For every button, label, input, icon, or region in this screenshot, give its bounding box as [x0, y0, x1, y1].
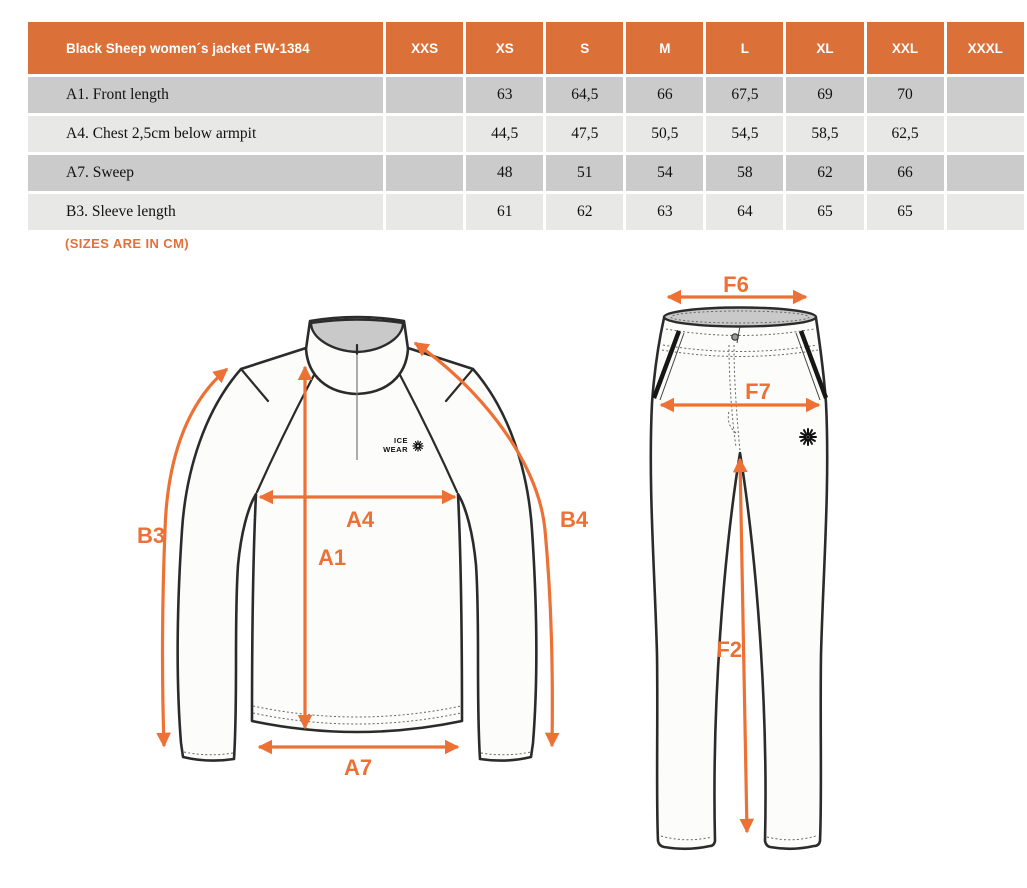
- waist-button: [732, 334, 738, 340]
- size-table: [25, 19, 1027, 233]
- size-value-cell: 54: [626, 155, 703, 191]
- measure-label-a4: A4: [345, 507, 375, 532]
- column-header-xxl: XXL: [867, 22, 944, 74]
- size-value-cell: [386, 155, 463, 191]
- size-value-cell: 64,5: [546, 77, 623, 113]
- size-value-cell: 69: [786, 77, 863, 113]
- size-value-cell: 63: [626, 194, 703, 230]
- size-value-cell: 47,5: [546, 116, 623, 152]
- size-value-cell: [947, 116, 1024, 152]
- row-label: A4. Chest 2,5cm below armpit: [28, 116, 383, 152]
- size-value-cell: [386, 77, 463, 113]
- size-value-cell: 51: [546, 155, 623, 191]
- column-header-xl: XL: [786, 22, 863, 74]
- icewear-logo-line1: ICE: [393, 436, 408, 445]
- size-value-cell: 70: [867, 77, 944, 113]
- measure-label-a7: A7: [343, 755, 373, 780]
- size-value-cell: [947, 77, 1024, 113]
- size-value-cell: 50,5: [626, 116, 703, 152]
- pants-diagram: [630, 275, 1027, 887]
- size-value-cell: [386, 116, 463, 152]
- size-value-cell: 64: [706, 194, 783, 230]
- measure-label-f6: F6: [723, 275, 749, 297]
- icewear-logo-line2: WEAR: [383, 445, 408, 454]
- size-value-cell: [386, 194, 463, 230]
- table-header-row: [28, 22, 1024, 74]
- sizes-note: (SIZES ARE IN CM): [65, 236, 190, 251]
- measure-label-a1: A1: [318, 545, 347, 570]
- size-value-cell: [947, 155, 1024, 191]
- column-header-s: S: [546, 22, 623, 74]
- measure-label-f7: F7: [745, 379, 771, 404]
- column-header-m: M: [626, 22, 703, 74]
- column-header-xxxl: XXXL: [947, 22, 1024, 74]
- size-value-cell: 65: [786, 194, 863, 230]
- table-row: [28, 116, 1024, 152]
- measure-label-b4: B4: [560, 507, 589, 532]
- table-row: [28, 77, 1024, 113]
- snowflake-center: [807, 436, 810, 439]
- pants-body: [651, 318, 827, 849]
- waist-opening: [664, 308, 816, 327]
- table-title: Black Sheep women´s jacket FW-1384: [28, 22, 383, 74]
- size-value-cell: 63: [466, 77, 543, 113]
- measure-label-f2: F2: [716, 637, 742, 662]
- column-header-l: L: [706, 22, 783, 74]
- size-value-cell: 61: [466, 194, 543, 230]
- column-header-xs: XS: [466, 22, 543, 74]
- size-value-cell: 48: [466, 155, 543, 191]
- size-value-cell: [947, 194, 1024, 230]
- row-label: A7. Sweep: [28, 155, 383, 191]
- size-value-cell: 65: [867, 194, 944, 230]
- measure-label-b3: B3: [137, 523, 166, 548]
- size-value-cell: 62,5: [867, 116, 944, 152]
- size-value-cell: 62: [546, 194, 623, 230]
- size-value-cell: 67,5: [706, 77, 783, 113]
- size-value-cell: 58: [706, 155, 783, 191]
- size-value-cell: 58,5: [786, 116, 863, 152]
- row-label: B3. Sleeve length: [28, 194, 383, 230]
- row-label: A1. Front length: [28, 77, 383, 113]
- size-value-cell: 62: [786, 155, 863, 191]
- size-value-cell: 54,5: [706, 116, 783, 152]
- size-value-cell: 44,5: [466, 116, 543, 152]
- size-value-cell: 66: [626, 77, 703, 113]
- table-row: [28, 155, 1024, 191]
- column-header-xxs: XXS: [386, 22, 463, 74]
- table-row: [28, 194, 1024, 230]
- size-value-cell: 66: [867, 155, 944, 191]
- jacket-diagram: [120, 275, 600, 795]
